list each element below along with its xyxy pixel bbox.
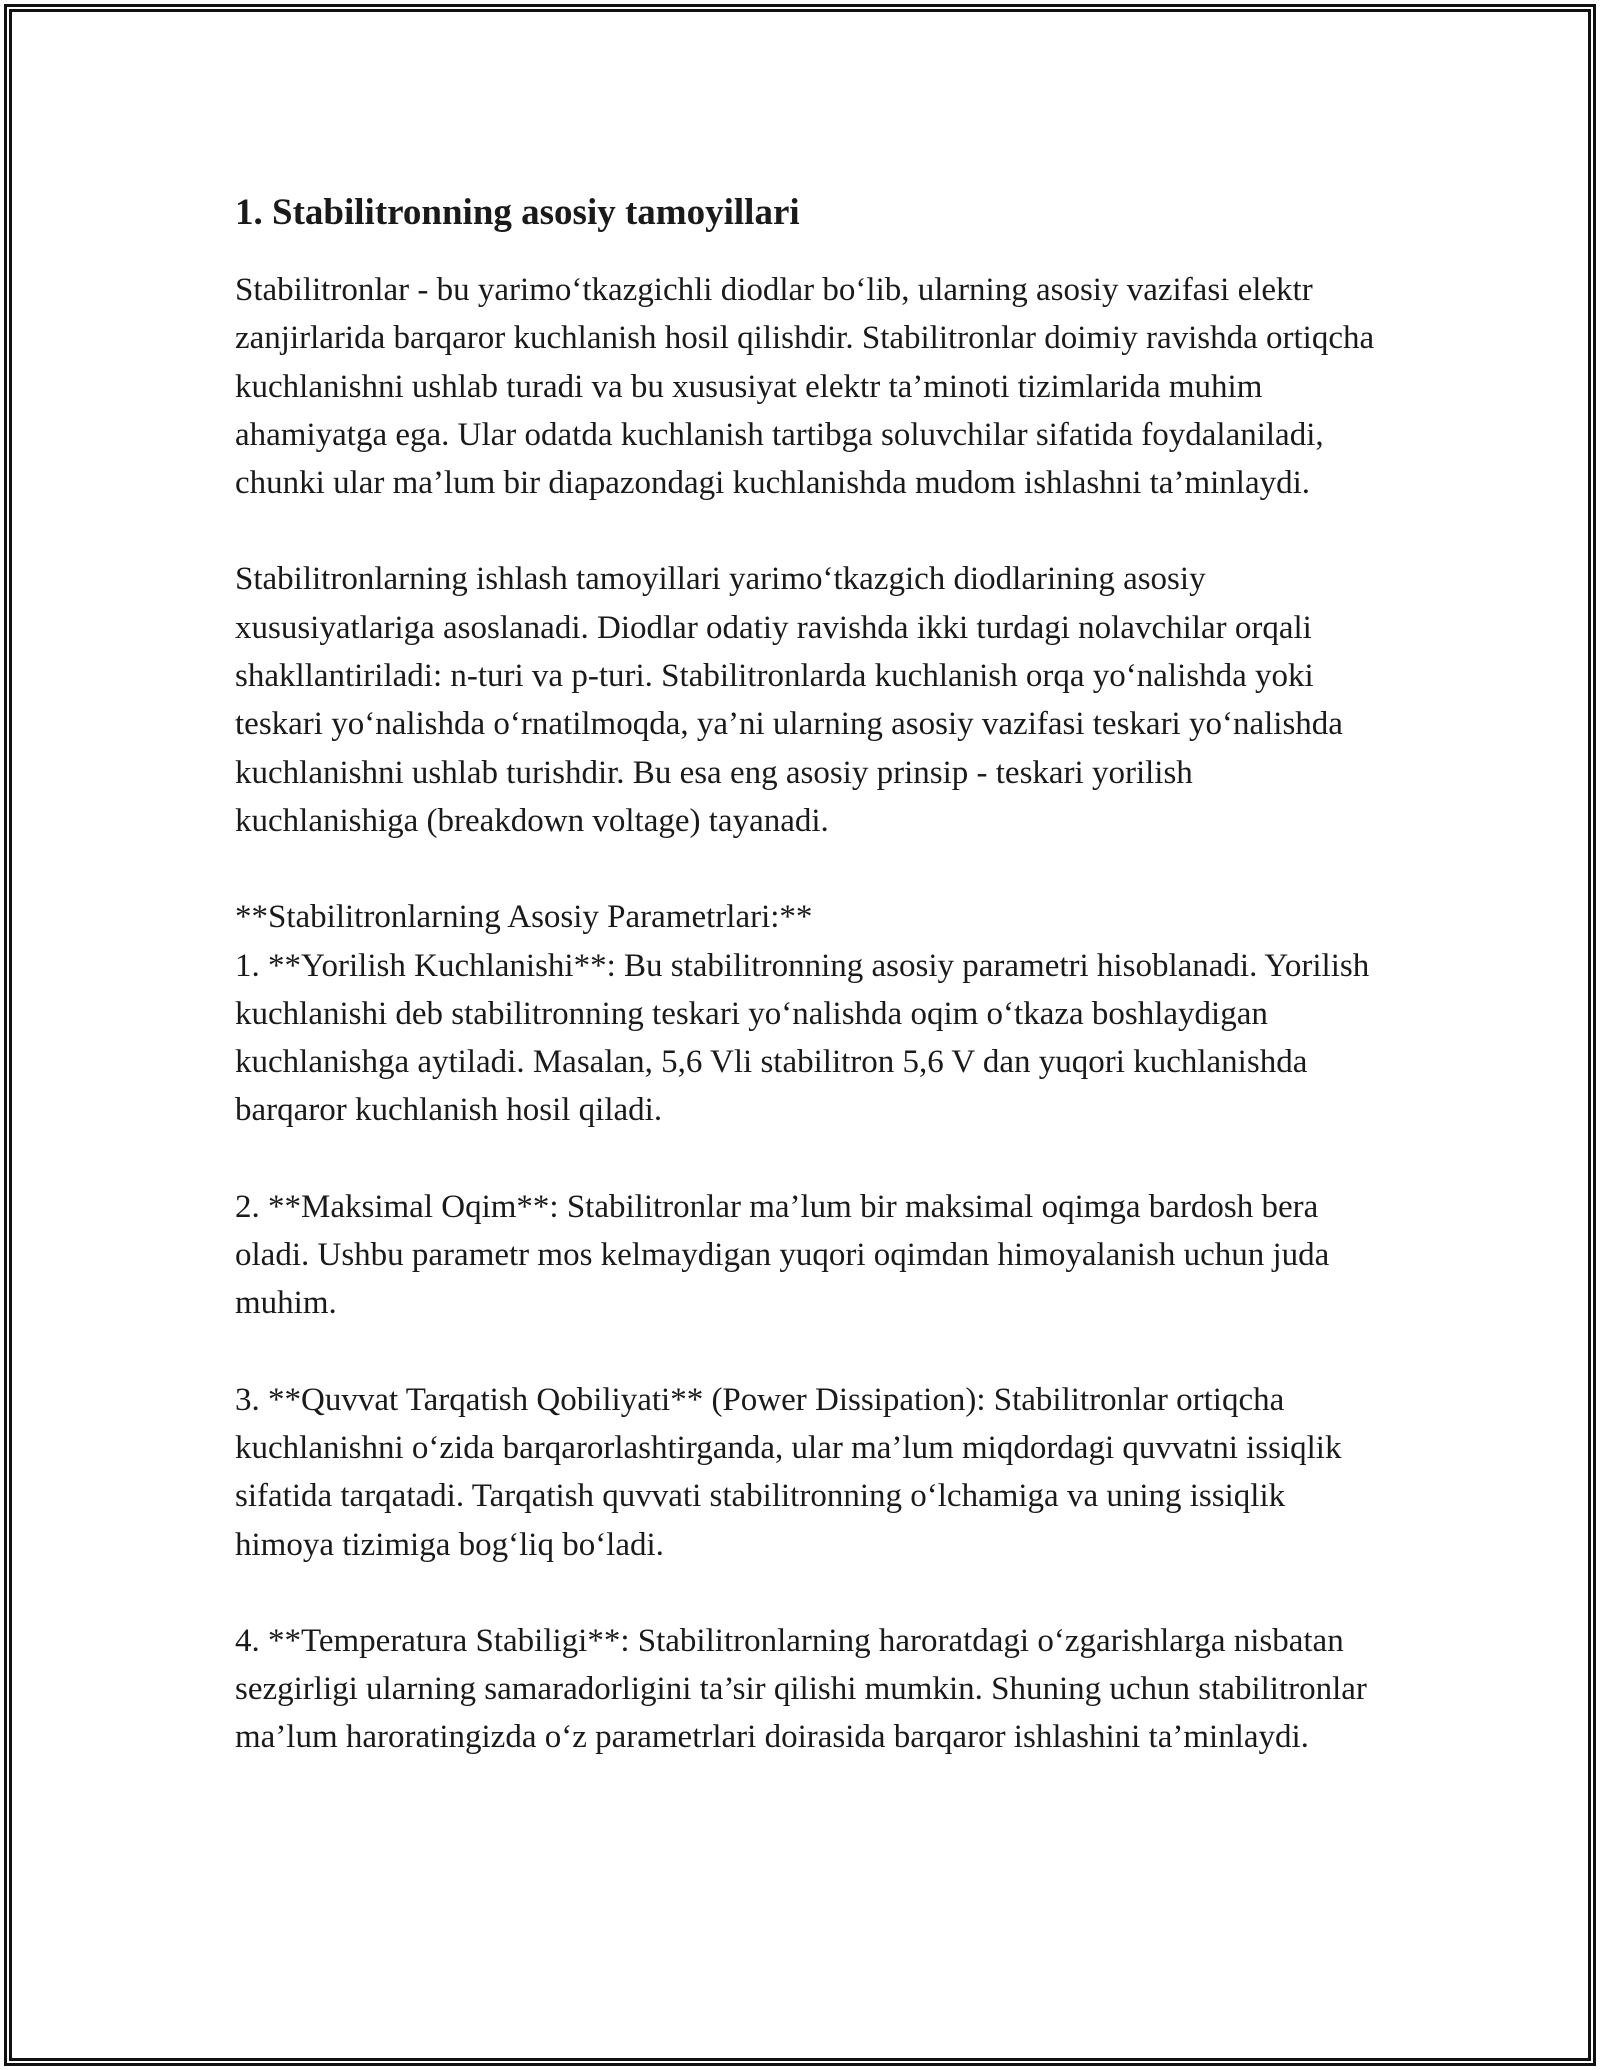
paragraph-principles: Stabilitronlarning ishlash tamoyillari yarimo‘tkazgich diodlarining asosiy xususiyatlariga asoslanadi. Diodlar odatiy ravishda ikki turdagi nolavchilar orqali shakllantiriladi: n-turi va p-turi. Stabilitronlarda kuchlanish orqa yo‘nalishda yoki teskari yo‘nalishda o‘rnatilmoqda, ya’ni ularning asosiy vazifasi teskari yo‘nalishda kuchlanishni ushlab turishdir. Bu esa eng asosiy prinsip - teskari yorilish kuchlanishiga (breakdown voltage) tayanadi. xyxy=(235,561,1343,839)
parameter-item-power-dissipation: 3. **Quvvat Tarqatish Qobiliyati** (Power Dissipation): Stabilitronlar ortiqcha kuchlanishni o‘zida barqarorlashtirganda, ular ma’lum miqdordagi quvvatni issiqlik sifatida tarqatadi. Tarqatish quvvati stabilitronning o‘lchamiga va uning issiqlik himoya tizimiga bog‘liq bo‘ladi. xyxy=(235,1381,1342,1563)
parameter-item-breakdown-voltage: 1. **Yorilish Kuchlanishi**: Bu stabilitronning asosiy parametri hisoblanadi. Yorilish kuchlanishi deb stabilitronning teskari yo‘nalishda oqim o‘tkaza boshlaydigan kuchlanishga aytiladi. Masalan, 5,6 Vli stabilitron 5,6 V dan yuqori kuchlanishda barqaror kuchlanish hosil qiladi. xyxy=(235,947,1370,1129)
parameter-item-temperature-stability: 4. **Temperatura Stabiligi**: Stabilitronlarning haroratdagi o‘zgarishlarga nisbatan sezgirligi ularning samaradorligini ta’sir qilishi mumkin. Shuning uchun stabilitronlar ma’lum haroratingizda o‘z parametrlari doirasida barqaror ishlashini ta’minlaydi. xyxy=(235,1622,1367,1756)
paragraph-intro: Stabilitronlar - bu yarimo‘tkazgichli diodlar bo‘lib, ularning asosiy vazifasi elektr zanjirlarida barqaror kuchlanish hosil qilishdir. Stabilitronlar doimiy ravishda ortiqcha kuchlanishni ushlab turadi va bu xususiyat elektr ta’minoti tizimlarida muhim ahamiyatga ega. Ular odatda kuchlanish tartibga soluvchilar sifatida foydalaniladi, chunki ular ma’lum bir diapazondagi kuchlanishda mudom ishlashni ta’minlaydi. xyxy=(235,272,1375,502)
parameter-item-max-current: 2. **Maksimal Oqim**: Stabilitronlar ma’lum bir maksimal oqimga bardosh bera oladi. Ushbu parametr mos kelmaydigan yuqori oqimdan himoyalanish uchun juda muhim. xyxy=(235,1188,1330,1322)
document-body xyxy=(235,188,1375,1810)
parameters-heading: **Stabilitronlarning Asosiy Parametrlari:** xyxy=(235,899,813,936)
section-heading: 1. Stabilitronning asosiy tamoyillari xyxy=(235,192,800,233)
